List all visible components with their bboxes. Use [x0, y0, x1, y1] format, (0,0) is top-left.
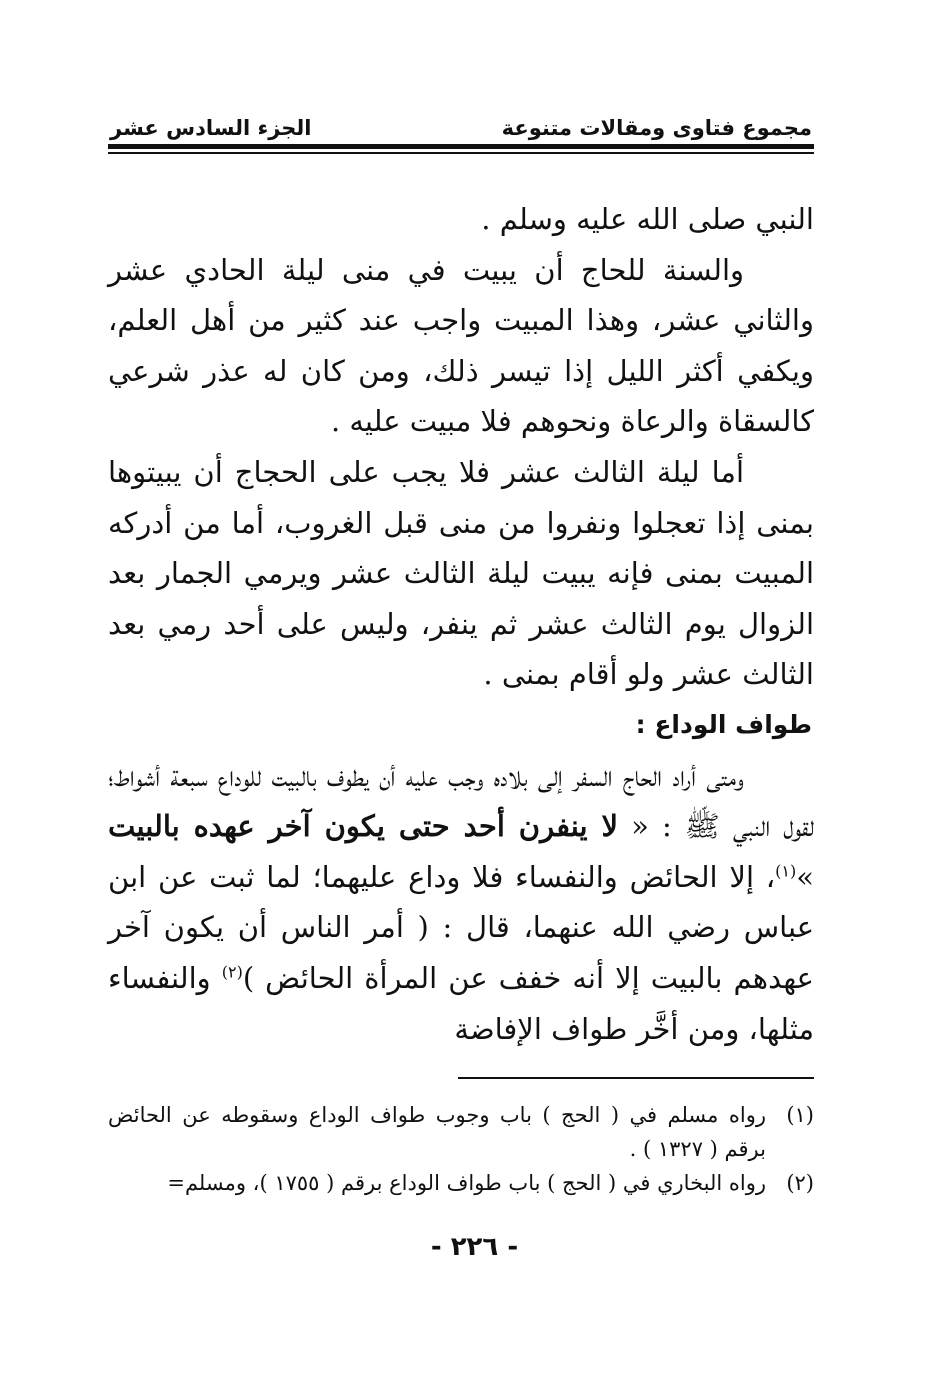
footnote-number: (٢): [786, 1171, 814, 1195]
text-run: ومتى أراد الحاج السفر إلى بلاده وجب عليه أن يطوف بالبيت للوداع سبعة أشواط؛ لقول النبي ﷺ : «: [108, 758, 815, 844]
footnote-text: رواه مسلم في ( الحج ) باب وجوب طواف الوداع وسقوطه عن الحائض برقم ( ١٣٢٧ ) .: [108, 1103, 766, 1161]
footnote-text: رواه البخاري في ( الحج ) باب طواف الوداع برقم ( ١٧٥٥ )، ومسلم=: [167, 1171, 766, 1195]
header-rule-thick: [108, 144, 814, 149]
footnote-separator: [458, 1077, 814, 1079]
paragraph: أما ليلة الثالث عشر فلا يجب على الحجاج أن يبيتوها بمنى إذا تعجلوا ونفروا من منى قبل الغروب، أما من أدركه المبيت بمنى فإنه يبيت ليلة الثالث عشر ويرمي الجمار بعد الزوال يوم الثالث عشر ثم ينفر، وليس على أحد رمي بعد الثالث عشر ولو أقام بمنى .: [108, 454, 814, 692]
footnote-ref[interactable]: (٢): [221, 962, 243, 982]
running-header: [108, 100, 814, 140]
text-run: والنفساء مثلها، ومن أخَّر طواف الإفاضة: [108, 960, 814, 1046]
page-content: [108, 100, 814, 1054]
section-heading: طواف الوداع :: [635, 709, 812, 739]
footnote: [108, 1166, 814, 1200]
main-text: [108, 194, 814, 1054]
paragraph: [108, 751, 814, 1055]
book-title: مجموع فتاوى ومقالات متنوعة: [501, 116, 812, 140]
quote-close: »: [796, 859, 814, 894]
footnote-number: (١): [786, 1103, 814, 1127]
page-number: - ٢٢٦ -: [430, 1232, 519, 1262]
text-run: ، إلا الحائض والنفساء فلا وداع عليهما؛ لما ثبت عن ابن عباس رضي الله عنهما، قال : ( أمر الناس أن يكون آخر عهدهم بالبيت إلا أنه خفف عن المرأة الحائض ): [108, 859, 814, 995]
volume-label: الجزء السادس عشر: [110, 116, 312, 140]
paragraph: والسنة للحاج أن يبيت في منى ليلة الحادي عشر والثاني عشر، وهذا المبيت واجب عند كثير من أهل العلم، ويكفي أكثر الليل إذا تيسر ذلك، ومن كان له عذر شرعي كالسقاة والرعاة ونحوهم فلا مبيت عليه .: [108, 252, 814, 439]
paragraph: النبي صلى الله عليه وسلم .: [481, 202, 814, 236]
footnote-ref[interactable]: (١): [775, 861, 797, 881]
hadith-quote: لا ينفرن أحد حتى يكون آخر عهده بالبيت: [108, 809, 619, 844]
footnote: [108, 1098, 814, 1166]
header-rule-thin: [108, 152, 814, 154]
footnotes: [108, 1098, 814, 1200]
